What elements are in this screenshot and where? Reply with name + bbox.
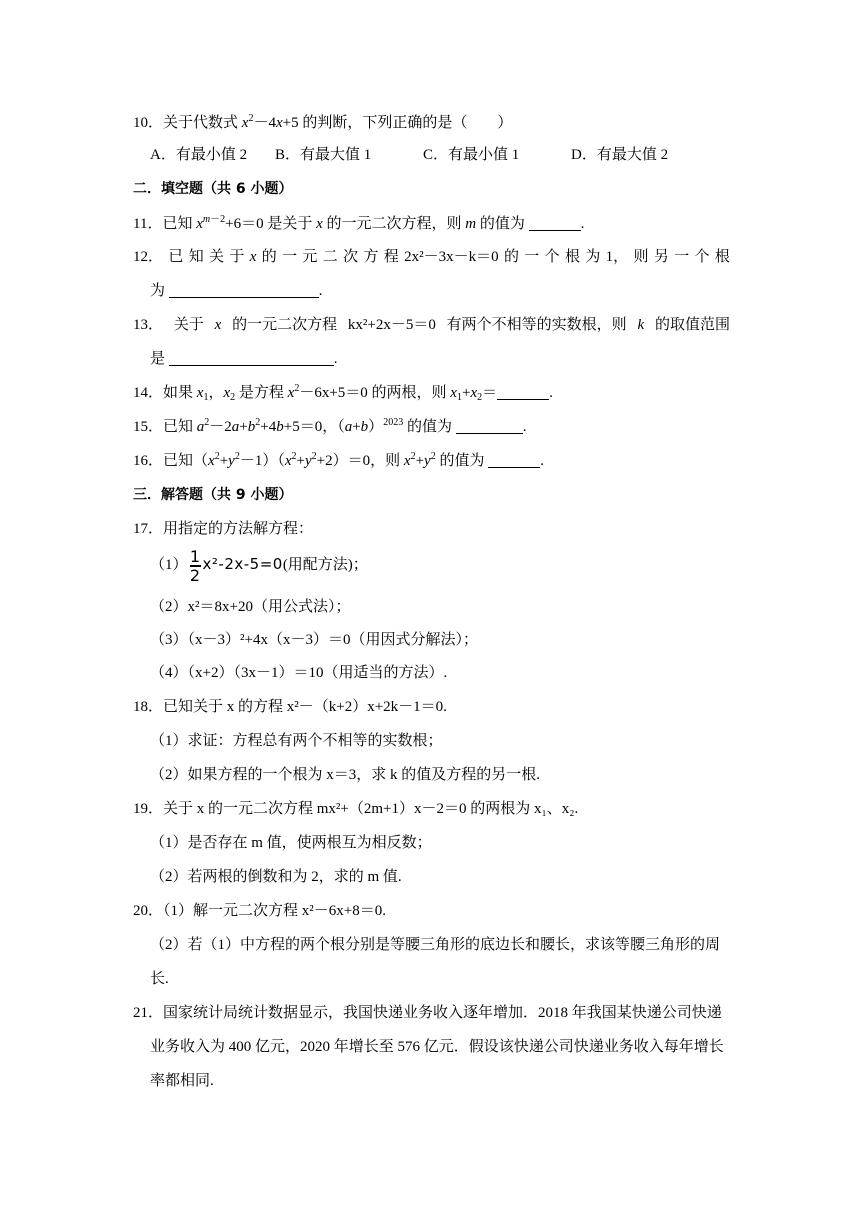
exponent: 2 <box>294 383 300 394</box>
variable: k <box>637 317 645 333</box>
variable: x <box>208 453 215 469</box>
question-text: 关于代数式 <box>163 115 239 131</box>
answer-blank[interactable] <box>456 419 523 434</box>
word: 关于 <box>173 317 204 333</box>
question-18-part-1: （1）求证：方程总有两个不相等的实数根； <box>150 733 443 749</box>
operator: + <box>239 419 248 435</box>
question-16 <box>133 450 733 472</box>
exponent: 2 <box>430 451 436 462</box>
question-text: －6x+5＝0 的两根，则 <box>299 385 451 401</box>
equation: 2x²－3x－k＝0 <box>404 249 499 265</box>
question-17-title: 17．用指定的方法解方程： <box>133 521 314 537</box>
question-text: 为 <box>150 283 169 299</box>
answer-blank[interactable] <box>169 283 319 298</box>
question-21-line-2: 业务收入为 400 亿元，2020 年增长至 576 亿元．假设该快递公司快递业务收入每年增长 <box>150 1039 724 1055</box>
word: 的 <box>503 249 519 265</box>
word: 程 <box>383 249 399 265</box>
option-b: B．有最大值 1 <box>275 147 372 163</box>
operator: ＝ <box>482 385 498 401</box>
word: 的一元二次方程 <box>232 317 338 333</box>
question-21-line-1: 21．国家统计局统计数据显示，我国快递业务收入逐年增加．2018 年我国某快递公司快递 <box>133 1005 722 1021</box>
word: 一 <box>524 249 540 265</box>
word: 方 <box>363 249 379 265</box>
option-d: D．有最大值 2 <box>571 147 669 163</box>
answer-blank[interactable] <box>169 351 334 366</box>
question-12-line-1 <box>133 246 730 268</box>
exponent: 2 <box>291 451 297 462</box>
subscript: 2 <box>477 392 483 403</box>
question-18-part-2: （2）如果方程的一个根为 x＝3，求 k 的值及方程的另一根. <box>150 767 541 783</box>
punctuation: . <box>580 216 585 232</box>
word: 个 <box>544 249 560 265</box>
variable: b <box>247 419 256 435</box>
question-text: +4 <box>260 419 277 435</box>
question-20-title: 20．（1）解一元二次方程 x²－6x+8＝0. <box>133 903 386 919</box>
variable: x <box>450 385 457 401</box>
question-number: 15． <box>133 419 164 435</box>
word: 知 <box>188 249 204 265</box>
exponent: 2 <box>311 451 317 462</box>
word: 的取值范围 <box>654 317 730 333</box>
subscript: 1 <box>456 392 462 403</box>
question-text: 已知 <box>163 419 197 435</box>
question-text: 的值为 <box>435 453 489 469</box>
question-17-part-2: （2）x²＝8x+20（用公式法）； <box>150 599 351 615</box>
answer-blank[interactable] <box>529 216 581 231</box>
word: 元 <box>302 249 318 265</box>
question-text: 已知（ <box>163 453 209 469</box>
operator: + <box>296 453 305 469</box>
exponent: 2 <box>204 417 210 428</box>
exponent: 2 <box>255 417 261 428</box>
word: 另 <box>653 249 669 265</box>
question-number: 10． <box>133 115 164 131</box>
question-text: +2）＝0，则 <box>316 453 404 469</box>
subscript: 1 <box>203 392 209 403</box>
question-17-part-1 <box>150 546 750 585</box>
question-number: 13． <box>133 317 164 333</box>
word: 根 <box>714 249 730 265</box>
variable: a <box>231 419 240 435</box>
option-a: A．有最小值 2 <box>150 147 248 163</box>
question-12-line-2 <box>150 280 750 302</box>
section-2-heading: 二．填空题（共 6 小题） <box>133 181 293 197</box>
punctuation: . <box>333 351 338 367</box>
part-label: （1） <box>150 557 188 573</box>
variable: y <box>305 453 312 469</box>
variable: a <box>344 419 353 435</box>
punctuation: ， <box>208 385 224 401</box>
variable: a <box>196 419 205 435</box>
variable: y <box>424 453 431 469</box>
option-c: C．有最小值 1 <box>423 147 520 163</box>
word: 次 <box>343 249 359 265</box>
word: 已 <box>168 249 184 265</box>
question-13-line-2 <box>150 348 750 370</box>
question-text: 的一元二次方程，则 <box>322 216 466 232</box>
variable: x <box>287 385 295 401</box>
question-text: 如果 <box>163 385 197 401</box>
question-10 <box>133 112 733 134</box>
word: 一 <box>674 249 690 265</box>
section-3-heading: 三．解答题（共 9 小题） <box>133 487 293 503</box>
question-text: +6＝0 是关于 <box>225 216 317 232</box>
punctuation: . <box>540 453 544 469</box>
denominator: 2 <box>189 565 201 585</box>
question-19-part-2: （2）若两根的倒数和为 2，求的 m 值. <box>150 869 402 885</box>
variable: b <box>276 419 284 435</box>
question-17-part-4: （4）（x+2）（3x－1）＝10（用适当的方法）. <box>150 665 448 681</box>
question-20-part-2-line-2: 长. <box>150 971 169 987</box>
question-18-title: 18．已知关于 x 的方程 x²－（k+2）x+2k－1＝0. <box>133 699 447 715</box>
variable: x <box>196 385 204 401</box>
question-text: 的值为 <box>403 419 456 435</box>
exponent: 2 <box>234 451 240 462</box>
question-text: +5 的判断，下列正确的是（ ） <box>282 115 513 131</box>
word: 有两个不相等的实数根，则 <box>446 317 627 333</box>
exponent: 2023 <box>383 417 404 428</box>
operator: + <box>415 453 425 469</box>
question-number: 11． <box>133 216 163 232</box>
variable: x <box>316 216 323 232</box>
question-11 <box>133 213 733 235</box>
word: 二 <box>322 249 338 265</box>
answer-blank[interactable] <box>488 453 540 468</box>
word: 为 <box>585 249 601 265</box>
exponent: 2 <box>248 113 254 124</box>
question-text: －4 <box>253 115 276 131</box>
question-number: 14． <box>133 385 164 401</box>
variable: x <box>223 385 231 401</box>
word: 一 <box>282 249 298 265</box>
question-13-line-1 <box>133 314 730 336</box>
question-19-part-1: （1）是否存在 m 值，使两根互为相反数； <box>150 835 432 851</box>
question-text: 是方程 <box>235 385 288 401</box>
word: 关 <box>209 249 225 265</box>
variable: x <box>403 453 411 469</box>
variable: x <box>249 249 257 265</box>
punctuation: . <box>522 419 527 435</box>
variable: y <box>228 453 235 469</box>
equation: x²-2x-5=0 <box>202 555 283 573</box>
word: 的 <box>261 249 277 265</box>
variable: x <box>241 115 249 131</box>
variable: x <box>214 317 222 333</box>
method-note: (用配方法)； <box>282 557 368 573</box>
question-19-title: 19．关于 x 的一元二次方程 mx²+（2m+1）x－2＝0 的两根为 x₁、x₂. <box>133 801 579 817</box>
operator: + <box>352 419 361 435</box>
variable: x <box>275 115 283 131</box>
variable: b <box>360 419 369 435</box>
variable: x <box>284 453 292 469</box>
question-text: －1）（ <box>239 453 285 469</box>
question-text: 是 <box>150 351 169 367</box>
exponent: 2 <box>410 451 416 462</box>
question-text: 的值为 <box>476 216 529 232</box>
exponent: 2 <box>214 451 220 462</box>
fraction <box>189 546 201 585</box>
word: 根 <box>564 249 580 265</box>
subscript: 2 <box>230 392 236 403</box>
question-20-part-2-line-1: （2）若（1）中方程的两个根分别是等腰三角形的底边长和腰长，求该等腰三角形的周 <box>150 937 721 953</box>
answer-blank[interactable] <box>497 385 549 400</box>
variable: x <box>196 216 203 232</box>
question-text: +5＝0，（ <box>283 419 345 435</box>
operator: + <box>219 453 229 469</box>
question-14 <box>133 382 733 404</box>
question-number: 16． <box>133 453 164 469</box>
question-17-part-3: （3）（x－3）²+4x（x－3）＝0（用因式分解法）； <box>150 632 478 648</box>
question-number: 12． <box>133 249 164 265</box>
word: 则 <box>633 249 649 265</box>
punctuation: . <box>318 283 323 299</box>
variable: m <box>465 216 477 232</box>
question-text: 已知 <box>162 216 197 232</box>
operator: + <box>461 385 471 401</box>
variable: x <box>470 385 478 401</box>
word: 于 <box>229 249 245 265</box>
question-10-options <box>150 144 750 166</box>
question-text: －2 <box>209 419 232 435</box>
equation: kx²+2x－5＝0 <box>347 317 436 333</box>
question-21-line-3: 率都相同. <box>150 1073 214 1089</box>
numerator: 1 <box>189 546 201 566</box>
question-15 <box>133 416 733 438</box>
punctuation: . <box>549 385 553 401</box>
exponent: －2 <box>210 214 226 225</box>
word: 个 <box>694 249 710 265</box>
word: 1， <box>605 249 629 265</box>
variable: m <box>202 214 211 225</box>
punctuation: ） <box>368 419 384 435</box>
